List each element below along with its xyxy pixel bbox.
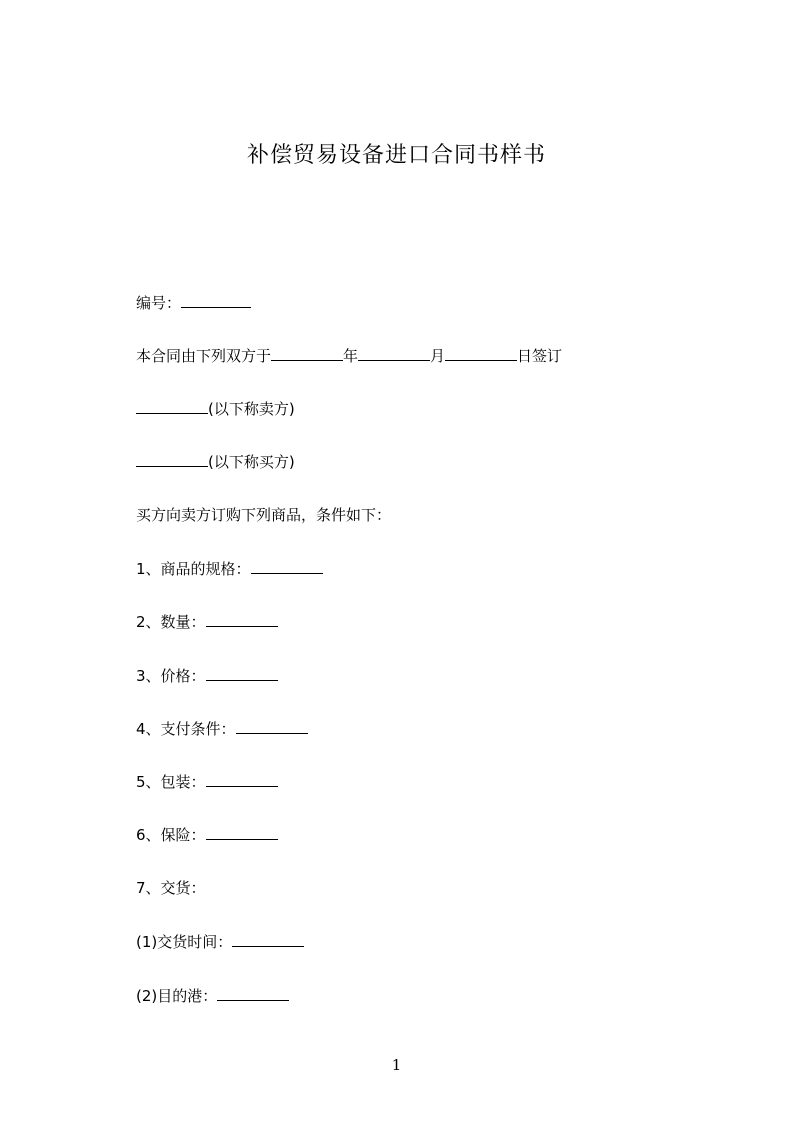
clause-spec-line [136, 558, 323, 579]
clause-packing-blank [206, 771, 278, 787]
clause-spec-label: 1、商品的规格： [136, 560, 251, 578]
buyer-line [136, 451, 295, 472]
buyer-label: (以下称买方) [208, 453, 295, 471]
clause-insurance-label: 6、保险： [136, 826, 206, 844]
clause-price-blank [206, 665, 278, 681]
clause-delivery-line [136, 878, 206, 898]
signing-date-line [136, 345, 562, 366]
clause-destination-port-blank [217, 985, 289, 1001]
month-blank [358, 345, 430, 361]
clause-payment-label: 4、支付条件： [136, 720, 236, 738]
clause-payment-line [136, 718, 308, 739]
clause-packing-label: 5、包装： [136, 773, 206, 791]
clause-destination-port-label: (2)目的港： [136, 987, 218, 1005]
clause-quantity-blank [206, 611, 278, 627]
year-label: 年 [343, 347, 359, 365]
contract-number-label: 编号： [136, 294, 182, 312]
clause-delivery-label: 7、交货： [136, 879, 206, 897]
clause-delivery-time-line [136, 931, 304, 952]
seller-label: (以下称卖方) [208, 400, 295, 418]
clause-price-line [136, 665, 278, 686]
month-label: 月 [430, 347, 446, 365]
page-number: 1 [391, 1056, 402, 1074]
clause-price-label: 3、价格： [136, 667, 206, 685]
clause-quantity-line [136, 611, 278, 632]
clause-insurance-blank [206, 824, 278, 840]
contract-number-line [136, 292, 251, 313]
seller-name-blank [136, 398, 208, 414]
day-blank [445, 345, 517, 361]
signing-intro-text: 本合同由下列双方于 [136, 347, 272, 365]
buyer-name-blank [136, 451, 208, 467]
clause-destination-port-line [136, 985, 289, 1006]
clause-delivery-time-blank [232, 931, 304, 947]
clause-delivery-time-label: (1)交货时间： [136, 933, 233, 951]
seller-line [136, 398, 295, 419]
clause-quantity-label: 2、数量： [136, 613, 206, 631]
clause-payment-blank [236, 718, 308, 734]
document-title: 补偿贸易设备进口合同书样书 [246, 143, 546, 168]
clause-insurance-line [136, 824, 278, 845]
contract-number-blank [181, 292, 251, 308]
clause-spec-blank [251, 558, 323, 574]
day-signed-label: 日签订 [517, 347, 563, 365]
year-blank [271, 345, 343, 361]
order-statement: 买方向卖方订购下列商品，条件如下： [136, 506, 392, 524]
clause-packing-line [136, 771, 278, 792]
